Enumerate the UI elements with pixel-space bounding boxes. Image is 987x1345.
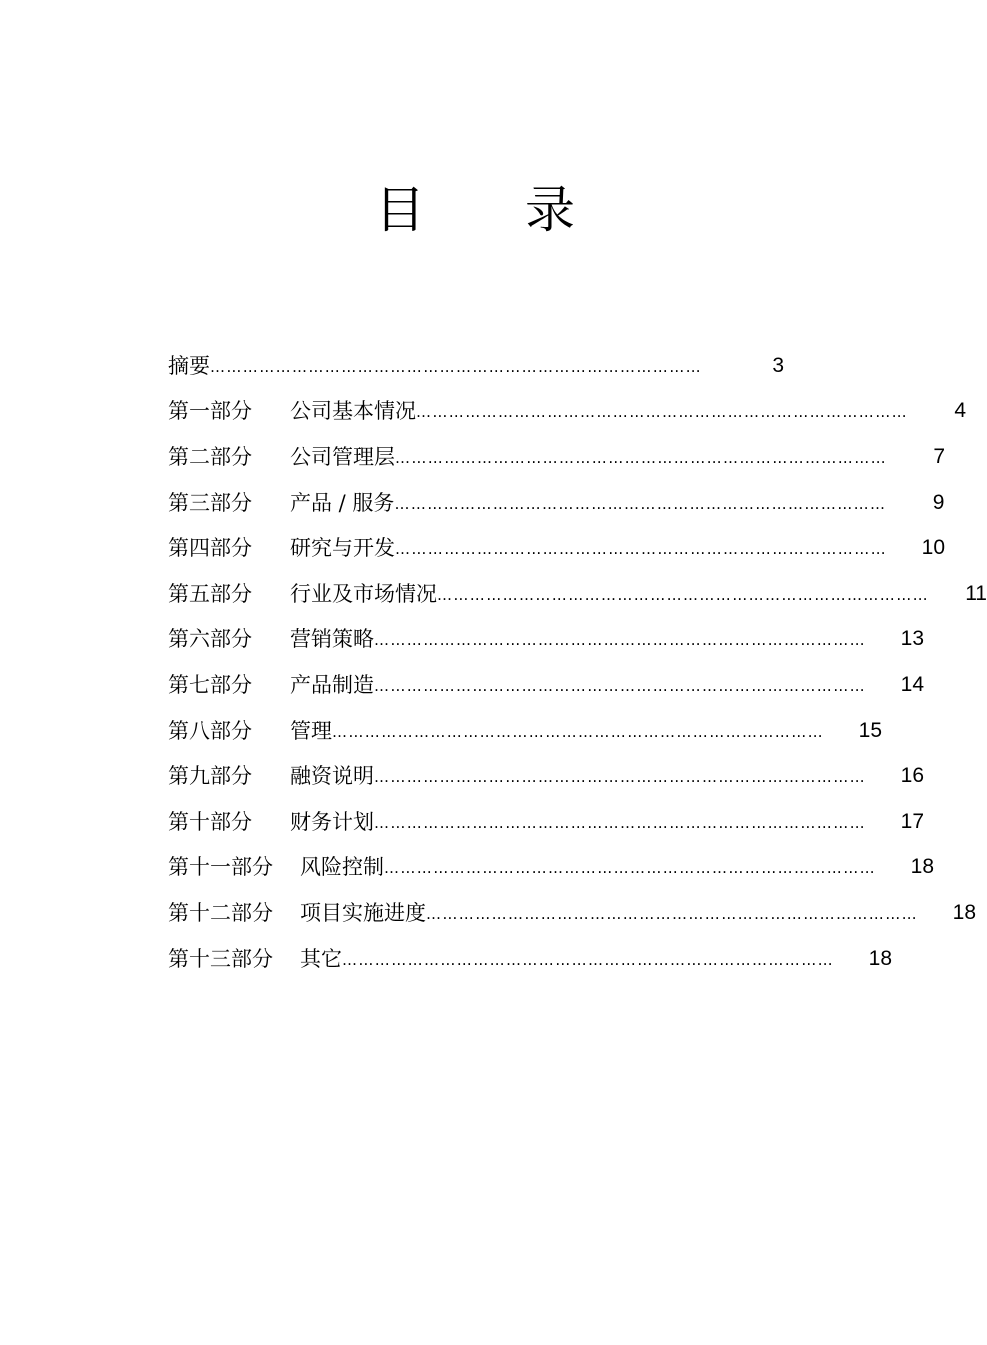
toc-entry-part: 第八部分 [168, 718, 252, 743]
toc-entry-title: 项目实施进度 [300, 900, 426, 925]
toc-entry[interactable] [168, 936, 892, 982]
toc-entry-page: 10 [921, 536, 945, 560]
toc-entry-page: 18 [952, 900, 976, 924]
toc-entry[interactable] [168, 890, 976, 936]
toc-entry[interactable] [168, 389, 966, 435]
toc-entry-title: 其它 [300, 946, 342, 971]
toc-dot-leader: ……………………………………………………………………………… [437, 585, 929, 604]
toc-dot-leader: ……………………………………………………………………………… [374, 631, 866, 650]
toc-entry[interactable] [168, 845, 934, 891]
toc-entry[interactable] [168, 343, 784, 389]
toc-entry-title: 产品 / 服务 [290, 490, 395, 515]
toc-entry-page: 13 [900, 627, 924, 651]
toc-dot-leader: ……………………………………………………………………………… [394, 494, 887, 513]
toc-entry[interactable] [168, 662, 924, 708]
toc-entry-title: 风险控制 [300, 855, 384, 880]
toc-entry-title: 财务计划 [290, 809, 374, 834]
toc-dot-leader: ……………………………………………………………………………… [395, 540, 887, 559]
toc-entry[interactable] [168, 799, 924, 845]
title-char-1: 目 [375, 181, 425, 239]
title-char-2: 录 [525, 181, 575, 239]
toc-entry-part: 第三部分 [168, 490, 252, 515]
toc-entry-part: 第九部分 [168, 764, 252, 789]
toc-dot-leader: ……………………………………………………………………………… [374, 768, 866, 787]
page-title [0, 180, 950, 240]
toc-entry[interactable] [168, 434, 945, 480]
toc-entry-page: 17 [900, 809, 924, 833]
toc-entry[interactable] [168, 753, 924, 799]
toc-entry-part: 第二部分 [168, 444, 252, 469]
toc-entry-title: 公司管理层 [290, 444, 395, 469]
toc-entry-title: 摘要 [168, 353, 210, 378]
toc-entry-part: 第一部分 [168, 399, 252, 424]
toc-dot-leader: ……………………………………………………………………………… [374, 813, 866, 832]
toc-entry-part: 第十三部分 [168, 946, 273, 971]
toc-entry[interactable] [168, 480, 945, 526]
toc-entry-part: 第十部分 [168, 809, 252, 834]
toc-entry-page: 3 [772, 353, 784, 377]
toc-entry-page: 18 [868, 946, 892, 970]
toc-entry-title: 行业及市场情况 [290, 581, 437, 606]
toc-dot-leader: ……………………………………………………………………………… [426, 904, 918, 923]
toc-entry-page: 9 [932, 490, 945, 514]
toc-entry-title: 公司基本情况 [290, 399, 416, 424]
toc-dot-leader: ……………………………………………………………………………… [332, 722, 824, 741]
toc-entry-title: 产品制造 [290, 672, 374, 697]
toc-entry[interactable] [168, 525, 945, 571]
toc-entry-part: 第十一部分 [168, 855, 273, 880]
toc-dot-leader: ……………………………………………………………………………… [342, 950, 834, 969]
toc-entry-page: 4 [954, 399, 966, 423]
toc-entry-title: 营销策略 [290, 627, 374, 652]
toc-dot-leader: ……………………………………………………………………………… [210, 357, 702, 376]
toc-entry-part: 第六部分 [168, 627, 252, 652]
toc-entry[interactable] [168, 708, 882, 754]
toc-entry[interactable] [168, 617, 924, 663]
toc-dot-leader: ……………………………………………………………………………… [374, 676, 866, 695]
toc-entry-part: 第十二部分 [168, 900, 273, 925]
toc-entry-part: 第七部分 [168, 672, 252, 697]
toc-entry-title: 管理 [290, 718, 332, 743]
toc-entry-page: 11 [965, 581, 987, 605]
toc-dot-leader: ……………………………………………………………………………… [416, 403, 908, 422]
toc-entry-title: 研究与开发 [290, 536, 395, 561]
toc-entry-page: 14 [900, 672, 924, 696]
toc-entry-page: 7 [933, 444, 945, 468]
toc-entry-page: 15 [858, 718, 882, 742]
toc-dot-leader: ……………………………………………………………………………… [395, 448, 887, 467]
table-of-contents [168, 343, 987, 981]
toc-entry-part: 第五部分 [168, 581, 252, 606]
toc-entry[interactable] [168, 571, 987, 617]
toc-entry-page: 16 [900, 764, 924, 788]
toc-entry-page: 18 [910, 855, 934, 879]
toc-entry-title: 融资说明 [290, 764, 374, 789]
toc-entry-part: 第四部分 [168, 536, 252, 561]
toc-dot-leader: ……………………………………………………………………………… [384, 859, 876, 878]
